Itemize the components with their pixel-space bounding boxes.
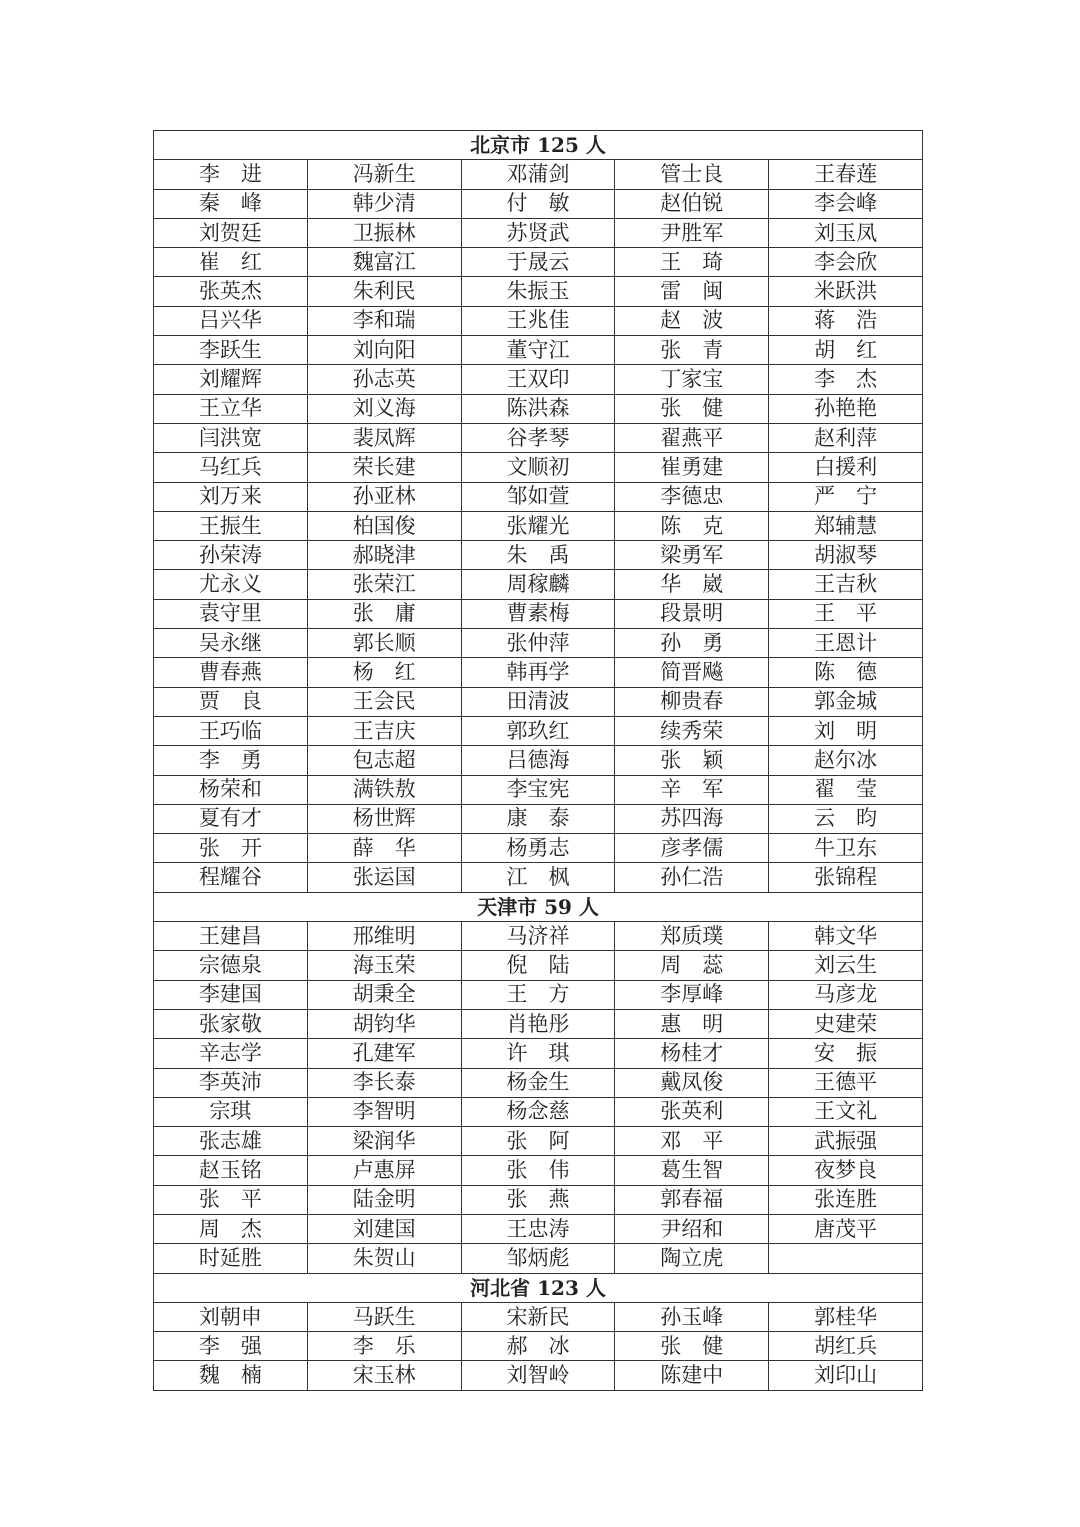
name-cell: 苏贤武 (461, 218, 615, 247)
name-cell: 孙荣涛 (154, 541, 308, 570)
name-cell: 严 宁 (769, 482, 923, 511)
name-cell: 陶立虎 (615, 1244, 769, 1273)
table-row (154, 394, 923, 423)
table-row (154, 658, 923, 687)
section-title: 北京市 125 人 (154, 131, 923, 160)
name-cell: 闫洪宽 (154, 423, 308, 452)
name-cell: 刘贺廷 (154, 218, 308, 247)
section-header-row (154, 1273, 923, 1302)
name-cell: 刘朝申 (154, 1302, 308, 1331)
name-cell: 米跃洪 (769, 277, 923, 306)
name-cell: 许 琪 (461, 1039, 615, 1068)
name-cell: 赵尔冰 (769, 746, 923, 775)
table-row (154, 453, 923, 482)
name-cell: 曹素梅 (461, 599, 615, 628)
name-cell: 李长泰 (307, 1068, 461, 1097)
table-row (154, 1127, 923, 1156)
name-cell: 曹春燕 (154, 658, 308, 687)
name-cell: 江 枫 (461, 863, 615, 892)
table-row (154, 423, 923, 452)
name-cell: 简晋飚 (615, 658, 769, 687)
name-cell: 郝 冰 (461, 1332, 615, 1361)
name-cell: 崔 红 (154, 248, 308, 277)
table-row (154, 218, 923, 247)
name-cell: 魏 楠 (154, 1361, 308, 1390)
name-cell: 尤永义 (154, 570, 308, 599)
name-cell: 蒋 浩 (769, 306, 923, 335)
name-cell: 宗琪 (154, 1097, 308, 1126)
name-cell: 马红兵 (154, 453, 308, 482)
name-cell: 李跃生 (154, 336, 308, 365)
table-row (154, 1244, 923, 1273)
section-header-row (154, 131, 923, 160)
name-cell: 程耀谷 (154, 863, 308, 892)
name-cell: 赵玉铭 (154, 1156, 308, 1185)
name-cell: 魏富江 (307, 248, 461, 277)
name-cell: 张 伟 (461, 1156, 615, 1185)
table-row (154, 1185, 923, 1214)
name-cell: 袁守里 (154, 599, 308, 628)
name-cell: 陈建中 (615, 1361, 769, 1390)
table-row (154, 1009, 923, 1038)
name-cell: 谷孝琴 (461, 423, 615, 452)
name-cell: 李 勇 (154, 746, 308, 775)
name-cell: 周 杰 (154, 1214, 308, 1243)
name-cell: 彦孝儒 (615, 834, 769, 863)
name-cell: 刘义海 (307, 394, 461, 423)
name-cell: 柏国俊 (307, 511, 461, 540)
name-cell: 王 平 (769, 599, 923, 628)
table-row (154, 863, 923, 892)
table-row (154, 1097, 923, 1126)
name-cell: 杨勇志 (461, 834, 615, 863)
table-row (154, 1361, 923, 1390)
name-cell: 夜梦良 (769, 1156, 923, 1185)
name-cell: 王 方 (461, 980, 615, 1009)
name-cell: 李 杰 (769, 365, 923, 394)
name-cell: 刘耀辉 (154, 365, 308, 394)
name-cell: 杨金生 (461, 1068, 615, 1097)
name-cell: 韩再学 (461, 658, 615, 687)
name-cell: 王德平 (769, 1068, 923, 1097)
name-cell: 朱贺山 (307, 1244, 461, 1273)
table-row (154, 951, 923, 980)
table-row (154, 482, 923, 511)
table-row (154, 1302, 923, 1331)
name-cell: 李英沛 (154, 1068, 308, 1097)
name-cell: 李智明 (307, 1097, 461, 1126)
name-cell: 刘印山 (769, 1361, 923, 1390)
name-cell: 杨 红 (307, 658, 461, 687)
name-cell: 孙 勇 (615, 629, 769, 658)
name-cell: 李会欣 (769, 248, 923, 277)
name-cell: 王会民 (307, 687, 461, 716)
name-cell: 孔建军 (307, 1039, 461, 1068)
name-cell: 郭桂华 (769, 1302, 923, 1331)
name-cell: 孙亚林 (307, 482, 461, 511)
name-cell: 张 颖 (615, 746, 769, 775)
name-cell: 尹绍和 (615, 1214, 769, 1243)
name-cell: 郝晓津 (307, 541, 461, 570)
table-row (154, 541, 923, 570)
name-cell: 杨念慈 (461, 1097, 615, 1126)
name-cell: 续秀荣 (615, 716, 769, 745)
name-cell: 张 健 (615, 1332, 769, 1361)
name-cell: 张连胜 (769, 1185, 923, 1214)
name-cell: 段景明 (615, 599, 769, 628)
name-cell: 田清波 (461, 687, 615, 716)
name-cell: 郭金城 (769, 687, 923, 716)
name-cell: 邹炳彪 (461, 1244, 615, 1273)
name-cell: 张英杰 (154, 277, 308, 306)
name-cell: 陆金明 (307, 1185, 461, 1214)
name-cell: 陈 德 (769, 658, 923, 687)
name-cell: 梁润华 (307, 1127, 461, 1156)
name-cell: 辛志学 (154, 1039, 308, 1068)
name-cell: 李 强 (154, 1332, 308, 1361)
name-cell: 王春莲 (769, 160, 923, 189)
name-cell: 海玉荣 (307, 951, 461, 980)
name-cell: 惠 明 (615, 1009, 769, 1038)
name-cell: 孙艳艳 (769, 394, 923, 423)
name-cell: 柳贵春 (615, 687, 769, 716)
name-cell: 赵伯锐 (615, 189, 769, 218)
name-cell: 张仲萍 (461, 629, 615, 658)
name-cell: 时延胜 (154, 1244, 308, 1273)
name-cell: 华 崴 (615, 570, 769, 599)
name-cell: 刘 明 (769, 716, 923, 745)
name-cell: 翟燕平 (615, 423, 769, 452)
name-cell: 吴永继 (154, 629, 308, 658)
name-cell: 倪 陆 (461, 951, 615, 980)
name-list-body (154, 131, 923, 1391)
name-cell: 郑质璞 (615, 922, 769, 951)
name-cell: 邢维明 (307, 922, 461, 951)
name-cell: 李德忠 (615, 482, 769, 511)
name-cell: 王立华 (154, 394, 308, 423)
name-cell: 安 振 (769, 1039, 923, 1068)
name-cell: 翟 莹 (769, 775, 923, 804)
name-cell: 贾 良 (154, 687, 308, 716)
table-row (154, 365, 923, 394)
name-cell: 卢惠屏 (307, 1156, 461, 1185)
name-cell: 胡秉全 (307, 980, 461, 1009)
name-cell: 梁勇军 (615, 541, 769, 570)
table-row (154, 189, 923, 218)
name-cell: 李 进 (154, 160, 308, 189)
name-cell: 王忠涛 (461, 1214, 615, 1243)
name-cell: 张 青 (615, 336, 769, 365)
name-cell: 王吉庆 (307, 716, 461, 745)
name-cell: 李 乐 (307, 1332, 461, 1361)
name-cell: 康 泰 (461, 804, 615, 833)
name-cell: 王巧临 (154, 716, 308, 745)
name-cell: 葛生智 (615, 1156, 769, 1185)
name-cell: 文顺初 (461, 453, 615, 482)
name-cell: 孙仁浩 (615, 863, 769, 892)
name-cell: 董守江 (461, 336, 615, 365)
name-cell: 李宝宪 (461, 775, 615, 804)
table-row (154, 160, 923, 189)
name-cell: 裴凤辉 (307, 423, 461, 452)
section-title: 天津市 59 人 (154, 892, 923, 921)
name-cell: 卫振林 (307, 218, 461, 247)
name-cell: 张 健 (615, 394, 769, 423)
table-row (154, 306, 923, 335)
name-cell: 满铁敖 (307, 775, 461, 804)
name-cell: 王吉秋 (769, 570, 923, 599)
name-cell: 荣长建 (307, 453, 461, 482)
name-cell: 肖艳彤 (461, 1009, 615, 1038)
name-cell: 郭玖红 (461, 716, 615, 745)
name-cell: 吕德海 (461, 746, 615, 775)
table-row (154, 922, 923, 951)
name-cell: 杨世辉 (307, 804, 461, 833)
name-cell: 邓 平 (615, 1127, 769, 1156)
name-cell: 崔勇建 (615, 453, 769, 482)
name-cell: 张英利 (615, 1097, 769, 1126)
name-cell: 王兆佳 (461, 306, 615, 335)
name-cell: 马济祥 (461, 922, 615, 951)
table-row (154, 804, 923, 833)
name-cell: 朱振玉 (461, 277, 615, 306)
name-cell: 宗德泉 (154, 951, 308, 980)
table-row (154, 1156, 923, 1185)
table-row (154, 1214, 923, 1243)
name-cell: 李和瑞 (307, 306, 461, 335)
name-cell: 周 蕊 (615, 951, 769, 980)
name-cell: 付 敏 (461, 189, 615, 218)
table-row (154, 599, 923, 628)
name-cell: 牛卫东 (769, 834, 923, 863)
name-cell: 胡钧华 (307, 1009, 461, 1038)
name-cell: 邹如萱 (461, 482, 615, 511)
name-cell: 张志雄 (154, 1127, 308, 1156)
name-cell: 冯新生 (307, 160, 461, 189)
name-cell: 雷 闽 (615, 277, 769, 306)
table-row (154, 1332, 923, 1361)
name-cell: 韩文华 (769, 922, 923, 951)
name-cell: 孙玉峰 (615, 1302, 769, 1331)
name-cell: 刘云生 (769, 951, 923, 980)
table-row (154, 716, 923, 745)
name-cell: 夏有才 (154, 804, 308, 833)
table-row (154, 277, 923, 306)
name-cell: 秦 峰 (154, 189, 308, 218)
name-cell: 云 昀 (769, 804, 923, 833)
name-cell: 张运国 (307, 863, 461, 892)
name-cell: 苏四海 (615, 804, 769, 833)
name-cell: 吕兴华 (154, 306, 308, 335)
name-cell: 唐茂平 (769, 1214, 923, 1243)
name-cell: 张 阿 (461, 1127, 615, 1156)
table-row (154, 980, 923, 1009)
table-row (154, 629, 923, 658)
name-cell: 郭春福 (615, 1185, 769, 1214)
name-cell: 朱利民 (307, 277, 461, 306)
name-cell: 胡红兵 (769, 1332, 923, 1361)
section-header-row (154, 892, 923, 921)
name-cell: 李厚峰 (615, 980, 769, 1009)
table-row (154, 1068, 923, 1097)
name-cell: 张 燕 (461, 1185, 615, 1214)
name-cell: 赵利萍 (769, 423, 923, 452)
table-row (154, 746, 923, 775)
name-cell: 白援利 (769, 453, 923, 482)
name-cell: 张 庸 (307, 599, 461, 628)
name-cell: 张 开 (154, 834, 308, 863)
name-cell: 赵 波 (615, 306, 769, 335)
name-cell: 王恩计 (769, 629, 923, 658)
name-cell: 张耀光 (461, 511, 615, 540)
name-cell: 张锦程 (769, 863, 923, 892)
table-row (154, 248, 923, 277)
name-cell: 杨荣和 (154, 775, 308, 804)
table-row (154, 834, 923, 863)
name-cell: 刘玉凤 (769, 218, 923, 247)
name-cell: 韩少清 (307, 189, 461, 218)
name-cell: 李会峰 (769, 189, 923, 218)
table-row (154, 511, 923, 540)
table-row (154, 336, 923, 365)
name-cell: 包志超 (307, 746, 461, 775)
table-row (154, 775, 923, 804)
name-cell: 王文礼 (769, 1097, 923, 1126)
name-cell: 杨桂才 (615, 1039, 769, 1068)
name-cell: 马跃生 (307, 1302, 461, 1331)
name-cell: 宋玉林 (307, 1361, 461, 1390)
table-row (154, 1039, 923, 1068)
table-row (154, 570, 923, 599)
name-cell: 张荣江 (307, 570, 461, 599)
name-cell: 王 琦 (615, 248, 769, 277)
name-cell: 尹胜军 (615, 218, 769, 247)
name-cell: 孙志英 (307, 365, 461, 394)
name-cell: 马彦龙 (769, 980, 923, 1009)
table-row (154, 687, 923, 716)
name-cell: 刘智岭 (461, 1361, 615, 1390)
name-cell: 王双印 (461, 365, 615, 394)
name-cell: 王建昌 (154, 922, 308, 951)
name-cell: 郭长顺 (307, 629, 461, 658)
name-cell: 宋新民 (461, 1302, 615, 1331)
name-cell: 李建国 (154, 980, 308, 1009)
name-list-table (153, 130, 923, 1391)
name-cell: 王振生 (154, 511, 308, 540)
name-cell: 周稼麟 (461, 570, 615, 599)
name-cell: 戴凤俊 (615, 1068, 769, 1097)
name-cell: 丁家宝 (615, 365, 769, 394)
section-title: 河北省 123 人 (154, 1273, 923, 1302)
name-cell: 张家敬 (154, 1009, 308, 1038)
name-cell: 陈 克 (615, 511, 769, 540)
name-cell: 刘向阳 (307, 336, 461, 365)
name-cell: 管士良 (615, 160, 769, 189)
name-cell: 于晟云 (461, 248, 615, 277)
name-cell: 郑辅慧 (769, 511, 923, 540)
name-cell: 刘建国 (307, 1214, 461, 1243)
name-cell: 胡 红 (769, 336, 923, 365)
name-cell: 武振强 (769, 1127, 923, 1156)
name-cell: 刘万来 (154, 482, 308, 511)
name-cell: 薛 华 (307, 834, 461, 863)
name-cell: 史建荣 (769, 1009, 923, 1038)
name-cell: 张 平 (154, 1185, 308, 1214)
name-cell: 辛 军 (615, 775, 769, 804)
name-cell: 邓蒲剑 (461, 160, 615, 189)
name-cell: 胡淑琴 (769, 541, 923, 570)
name-cell (769, 1244, 923, 1273)
name-cell: 陈洪森 (461, 394, 615, 423)
name-cell: 朱 禹 (461, 541, 615, 570)
